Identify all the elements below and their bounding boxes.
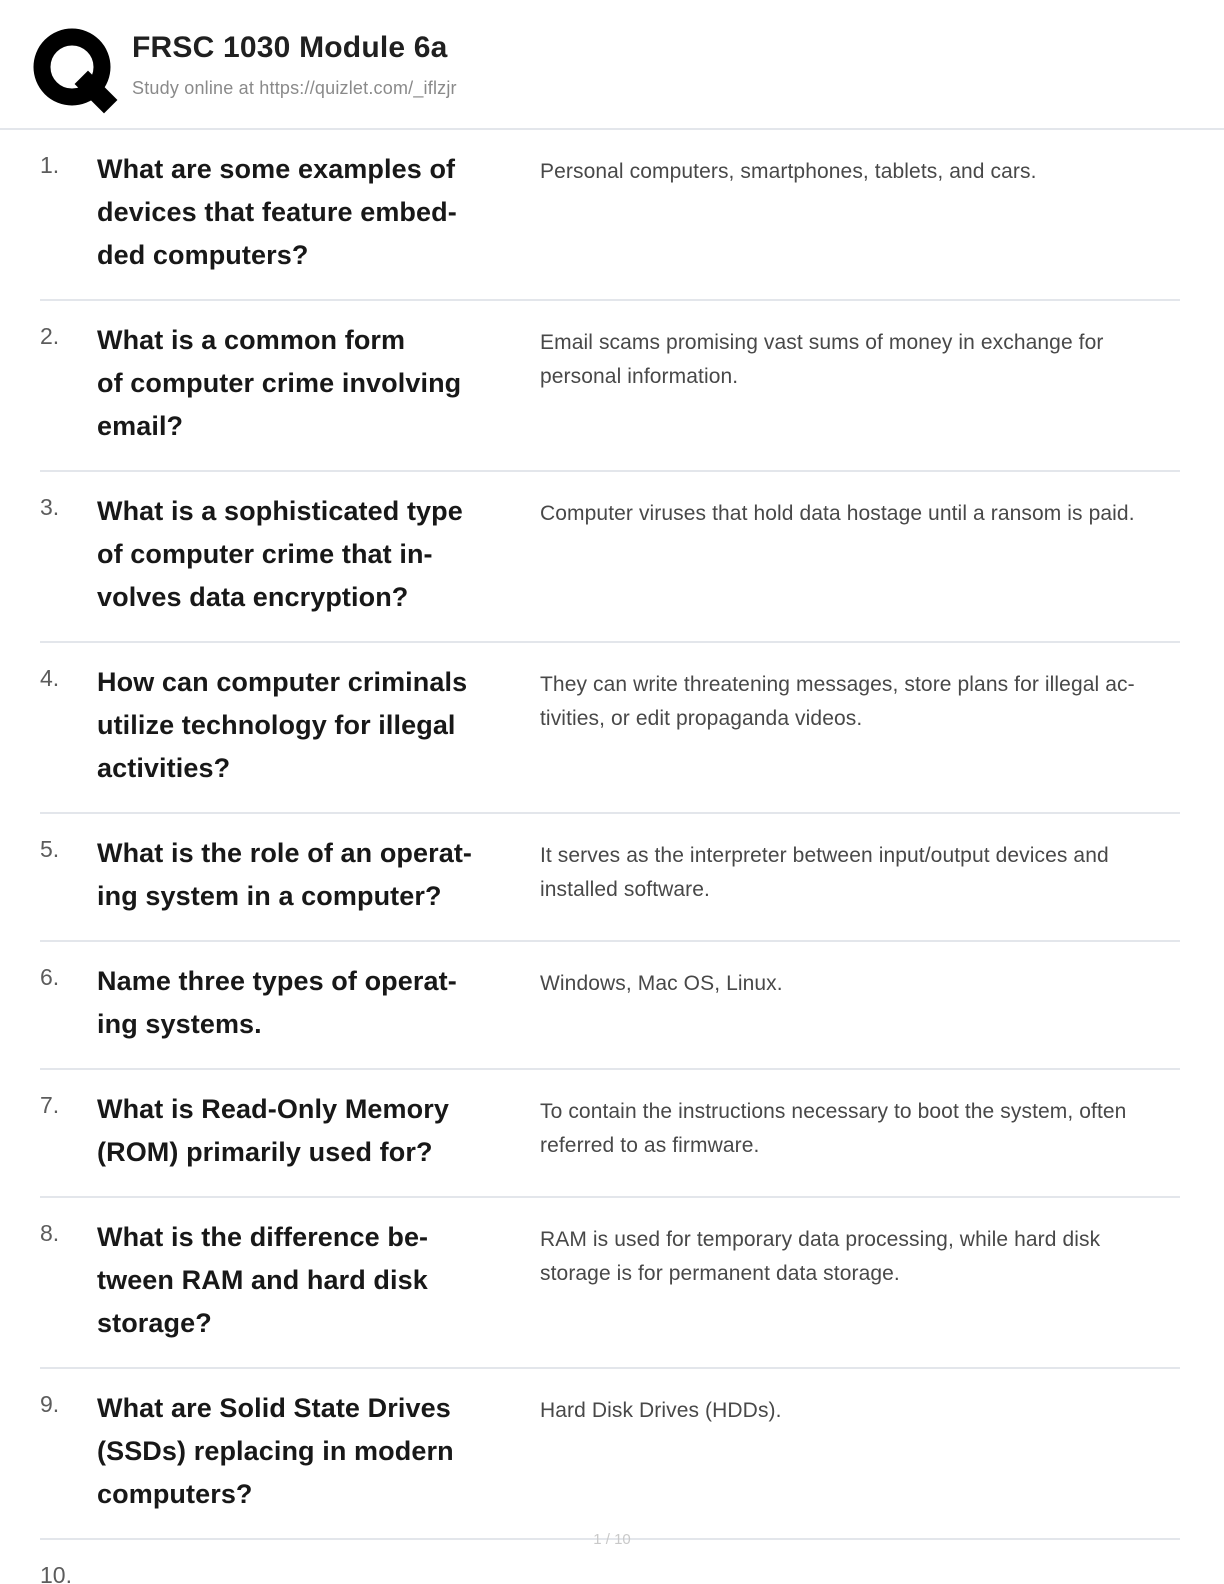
header-text-block <box>132 26 457 99</box>
qa-row-4 <box>40 643 1180 814</box>
qa-list <box>40 130 1180 1584</box>
page-header <box>0 0 1224 130</box>
answer-text: It serves as the interpreter between input/output devices and installed software. <box>540 844 1109 901</box>
question-text: What are Solid State Drives (SSDs) replacing in modern computers? <box>97 1393 454 1509</box>
qa-row-3 <box>40 472 1180 643</box>
question-text: How can computer criminals utilize technology for illegal activities? <box>97 667 468 783</box>
qa-row-1 <box>40 130 1180 301</box>
question-number: 6. <box>40 964 60 990</box>
question-number: 4. <box>40 665 60 691</box>
question-text: What is a common form of computer crime involving email? <box>97 325 462 441</box>
study-online-link[interactable]: Study online at https://quizlet.com/_iflzjr <box>132 78 457 98</box>
question-text: What is the role of an operat- ing system in a computer? <box>97 838 473 911</box>
answer-text: Hard Disk Drives (HDDs). <box>540 1399 782 1422</box>
answer-text <box>540 1558 1180 1565</box>
answer-text: To contain the instructions necessary to boot the system, often referred to as firmware. <box>540 1100 1127 1157</box>
question-number: 9. <box>40 1391 60 1417</box>
page-number-indicator: 1 / 10 <box>593 1531 631 1548</box>
qa-row-5 <box>40 814 1180 942</box>
question-text: What is Read-Only Memory (ROM) primarily used for? <box>97 1094 449 1167</box>
question-number: 8. <box>40 1220 60 1246</box>
qa-row-7 <box>40 1070 1180 1198</box>
answer-text: Windows, Mac OS, Linux. <box>540 972 783 995</box>
question-number: 7. <box>40 1092 60 1118</box>
answer-text: They can write threatening messages, store plans for illegal ac- tivities, or edit propaganda videos. <box>540 673 1135 730</box>
answer-text: Personal computers, smartphones, tablets, and cars. <box>540 160 1037 183</box>
question-number: 2. <box>40 323 60 349</box>
qa-row-2 <box>40 301 1180 472</box>
quizlet-q-logo-icon <box>30 26 118 114</box>
qa-row-6 <box>40 942 1180 1070</box>
page-title: FRSC 1030 Module 6a <box>132 31 448 64</box>
answer-text: Computer viruses that hold data hostage until a ransom is paid. <box>540 502 1135 525</box>
question-text: What is a sophisticated type of computer crime that in- volves data encryption? <box>97 496 463 612</box>
answer-text: RAM is used for temporary data processing, while hard disk storage is for permanent data storage. <box>540 1228 1101 1285</box>
question-text: What is the difference be- tween RAM and hard disk storage? <box>97 1222 429 1338</box>
question-text: Name three types of operat- ing systems. <box>97 966 457 1039</box>
question-number: 3. <box>40 494 60 520</box>
answer-text: Email scams promising vast sums of money in exchange for personal information. <box>540 331 1104 388</box>
question-number: 10. <box>40 1562 72 1584</box>
question-text: What are some examples of devices that feature embed- ded computers? <box>97 154 457 270</box>
qa-row-9 <box>40 1369 1180 1540</box>
qa-row-8 <box>40 1198 1180 1369</box>
question-number: 1. <box>40 152 60 178</box>
question-number: 5. <box>40 836 60 862</box>
